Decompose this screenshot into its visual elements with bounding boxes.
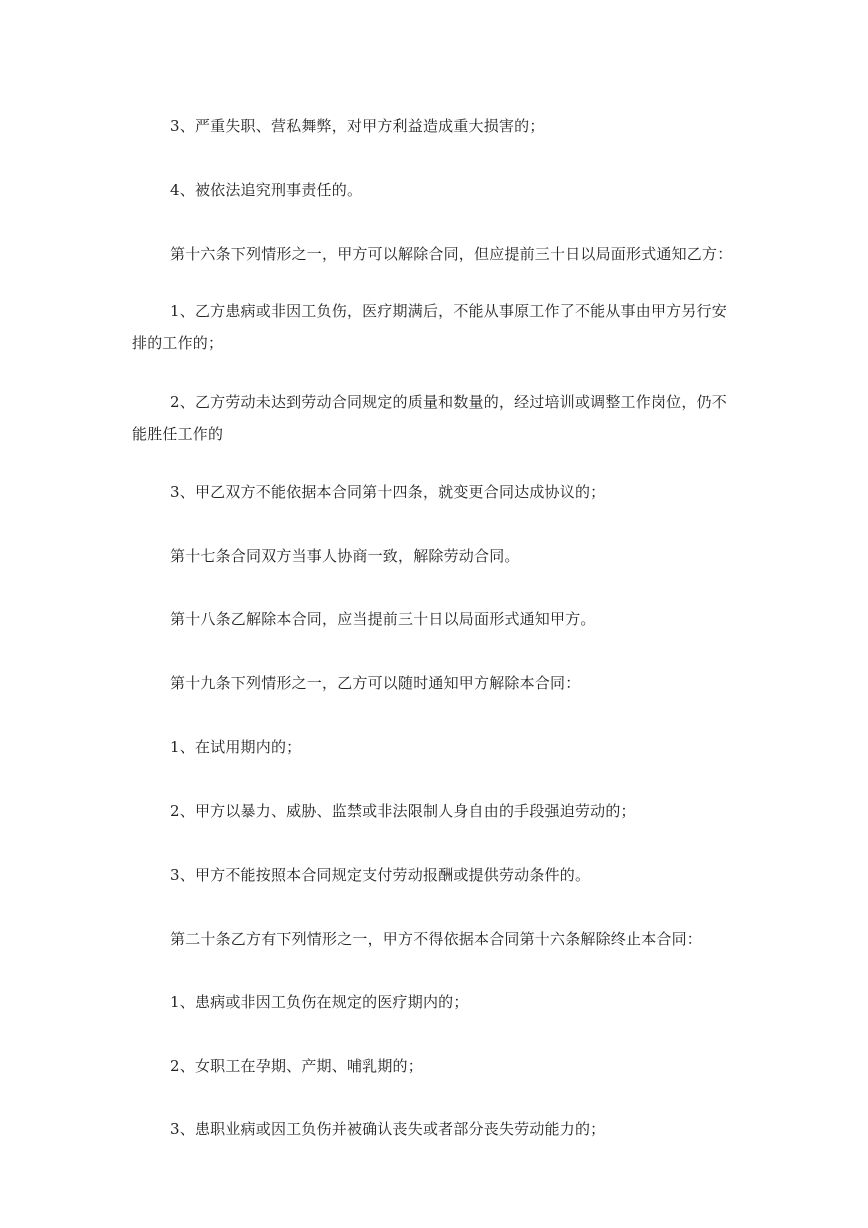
clause-paragraph: 2、甲方以暴力、威胁、监禁或非法限制人身自由的手段强迫劳动的； [170,802,636,820]
clause-paragraph: 3、患职业病或因工负伤并被确认丧失或者部分丧失劳动能力的； [170,1120,606,1138]
clause-paragraph: 3、甲方不能按照本合同规定支付劳动报酬或提供劳动条件的。 [170,866,591,884]
clause-paragraph: 4、被依法追究刑事责任的。 [170,181,363,199]
clause-paragraph: 1、乙方患病或非因工负伤，医疗期满后，不能从事原工作了不能从事由甲方另行安排的工作的； [132,302,727,352]
article-16-heading: 第十六条下列情形之一，甲方可以解除合同，但应提前三十日以局面形式通知乙方： [170,245,733,263]
clause-paragraph: 3、甲乙双方不能依据本合同第十四条，就变更合同达成协议的； [170,483,606,501]
clause-paragraph: 2、女职工在孕期、产期、哺乳期的； [170,1057,423,1075]
article-17-heading: 第十七条合同双方当事人协商一致，解除劳动合同。 [170,547,520,565]
clause-paragraph: 3、严重失职、营私舞弊，对甲方利益造成重大损害的； [170,117,545,135]
article-19-heading: 第十九条下列情形之一，乙方可以随时通知甲方解除本合同： [170,674,581,692]
clause-paragraph: 1、患病或非因工负伤在规定的医疗期内的； [170,993,469,1011]
article-18-heading: 第十八条乙解除本合同，应当提前三十日以局面形式通知甲方。 [170,610,596,628]
article-20-heading: 第二十条乙方有下列情形之一，甲方不得依据本合同第十六条解除终止本合同： [170,930,703,948]
clause-paragraph: 2、乙方劳动未达到劳动合同规定的质量和数量的，经过培训或调整工作岗位，仍不能胜任工作的 [132,393,727,443]
clause-paragraph: 1、在试用期内的； [170,738,302,756]
